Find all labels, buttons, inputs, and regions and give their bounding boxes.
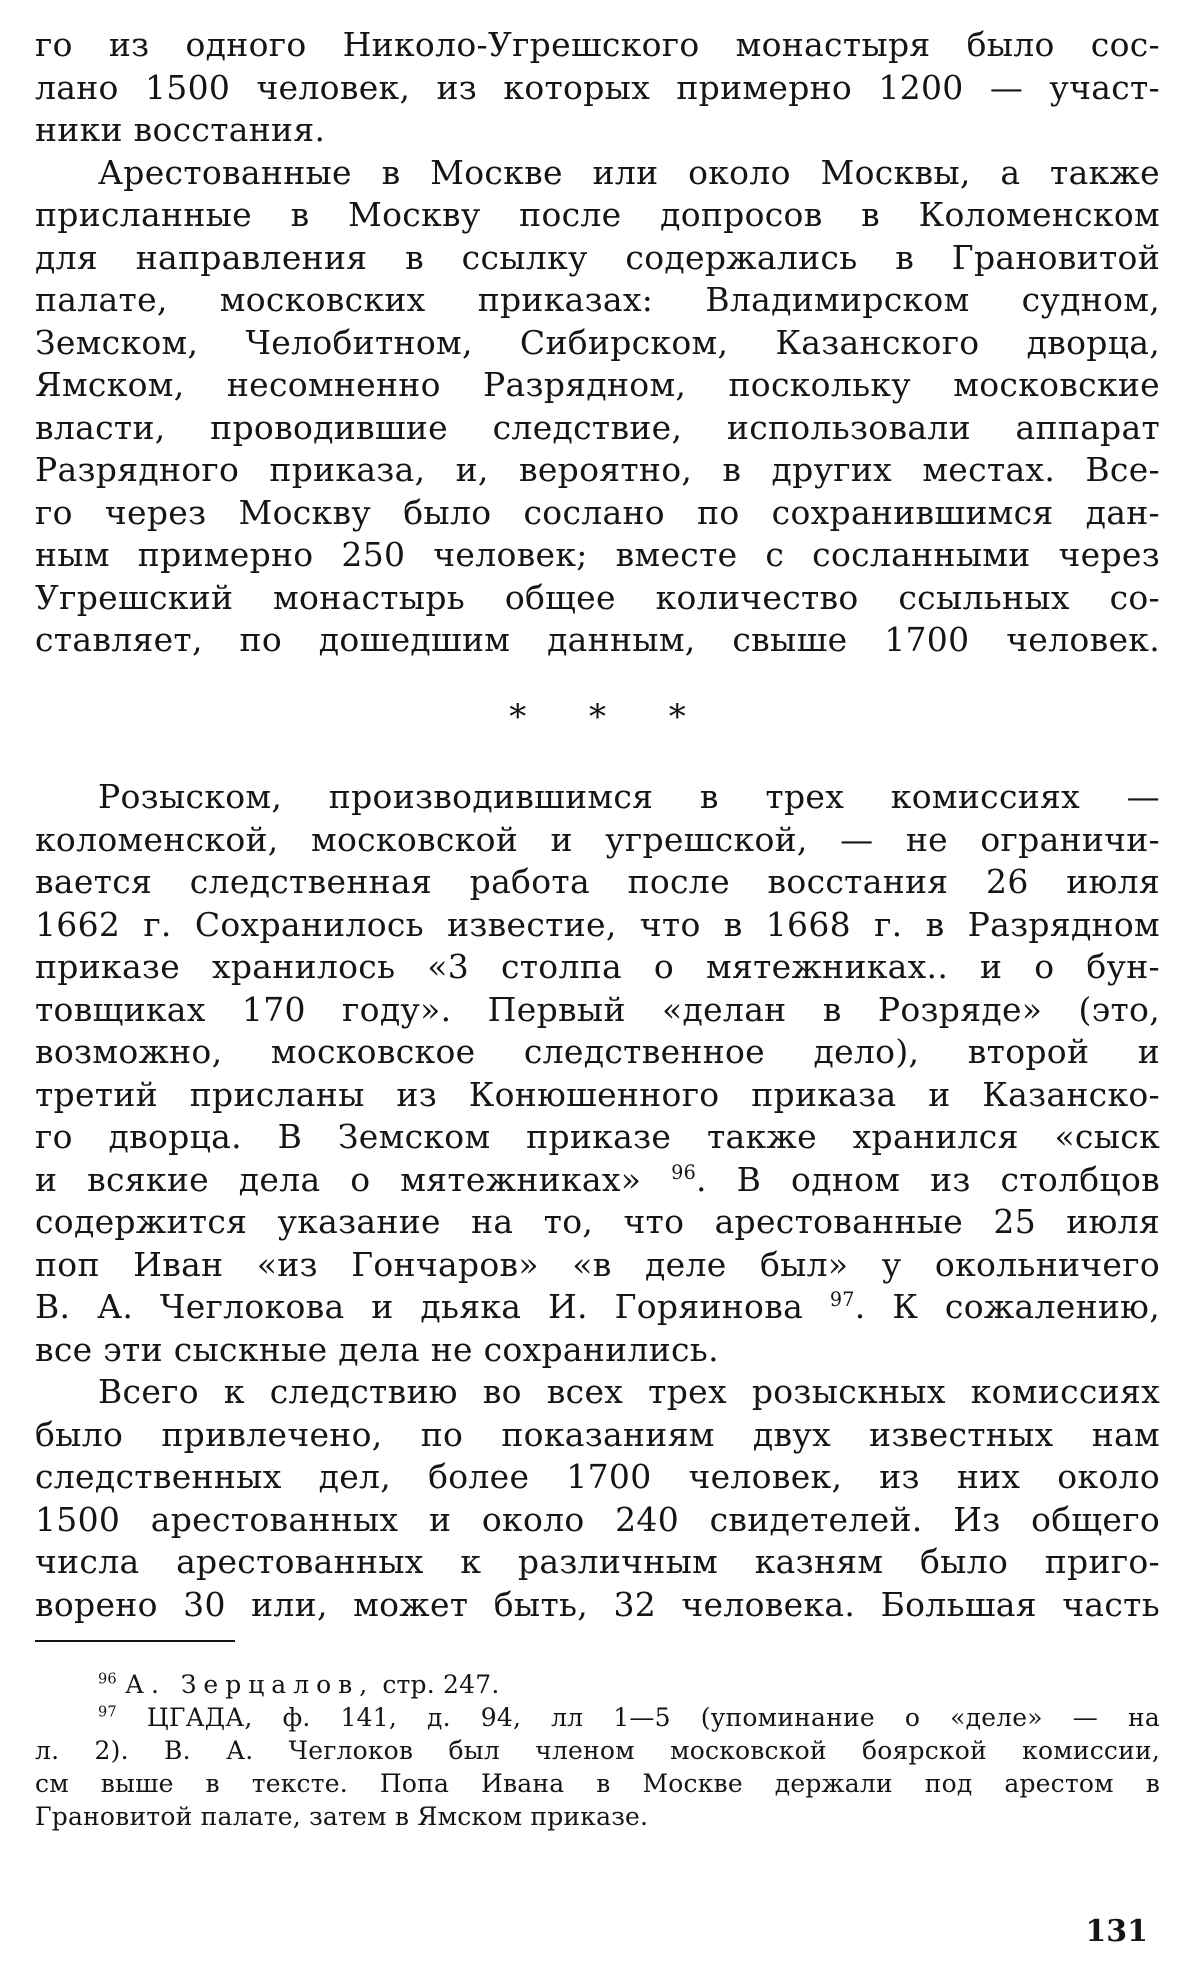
text-line: 1662 г. Сохранилось известие, что в 1668 г. в Разрядном [35, 904, 1160, 944]
text-line: Всего к следствию во всех трех розыскных комиссиях [98, 1372, 1160, 1411]
page-number: 131 [1085, 1914, 1148, 1949]
text-line: го из одного Николо-Угрешского монастыря было сос- [35, 25, 1160, 64]
paragraph-2 [35, 152, 1160, 662]
text-line: Ямском, несомненно Разрядном, поскольку московские [35, 365, 1160, 404]
footnote-author: А. Зерцалов, [125, 1670, 375, 1699]
footnote-line: см выше в тексте. Попа Ивана в Москве держали под арестом в [35, 1769, 1160, 1798]
paragraph-1 [35, 24, 1160, 152]
text-line: ным примерно 250 человек; вместе с сосланными через [35, 535, 1160, 574]
text-line: все эти сыскные дела не сохранились. [35, 1329, 719, 1369]
text-line: лано 1500 человек, из которых примерно 1200 — участ- [35, 67, 1160, 107]
paragraph-4 [35, 1371, 1160, 1626]
text-line: следственных дел, более 1700 человек, из них около [35, 1457, 1160, 1496]
text-line: поп Иван «из Гончаров» «в деле был» у окольничего [35, 1244, 1160, 1284]
text-line: ворено 30 или, может быть, 32 человека. Большая часть [35, 1584, 1160, 1624]
footnote-ref-96: 96 [671, 1160, 697, 1184]
text-line: ставляет, по дошедшим данным, свыше 1700 человек. [35, 620, 1160, 659]
text-line: содержится указание на то, что арестованные 25 июля [35, 1202, 1160, 1241]
text-line: Розыском, производившимся в трех комиссиях — [98, 777, 1160, 816]
text-segment: . К сожалению, [854, 1287, 1160, 1326]
footnote-line: Грановитой палате, затем в Ямском приказе. [35, 1802, 649, 1831]
text-line: приказе хранилось «3 столпа о мятежниках.. и о бун- [35, 947, 1160, 986]
text-line: третий присланы из Конюшенного приказа и Казанско- [35, 1074, 1160, 1114]
text-line: было привлечено, по показаниям двух известных нам [35, 1414, 1160, 1454]
section-break: * * * [509, 696, 712, 737]
text-line: власти, проводившие следствие, использовали аппарат [35, 407, 1160, 447]
text-line: вается следственная работа после восстания 26 июля [35, 862, 1160, 901]
text-line: товщиках 170 году». Первый «делан в Розряде» (это, [35, 989, 1160, 1029]
text-line: для направления в ссылку содержались в Грановитой [35, 237, 1160, 277]
text-line: числа арестованных к различным казням было приго- [35, 1542, 1160, 1581]
text-segment: . В одном из столбцов [696, 1159, 1160, 1199]
footnote-line: л. 2). В. А. Чеглоков был членом московской боярской комиссии, [35, 1736, 1160, 1765]
footnote-text: ЦГАДА, ф. 141, д. 94, лл 1—5 (упоминание о «деле» — на [146, 1703, 1160, 1732]
footnote-text: стр. 247. [382, 1670, 500, 1699]
text-line: Земском, Челобитном, Сибирском, Казанского дворца, [35, 322, 1160, 362]
footnote-ref-97: 97 [829, 1288, 855, 1311]
footnote-97 [35, 1701, 1160, 1734]
footnote-96 [35, 1668, 1160, 1701]
text-line: возможно, московское следственное дело), второй и [35, 1032, 1160, 1071]
text-line: палате, московских приказах: Владимирском судном, [35, 280, 1160, 319]
text-line: ники восстания. [35, 110, 326, 149]
footnote-marker: 96 [98, 1671, 117, 1688]
text-line: го через Москву было сослано по сохранившимся дан- [35, 492, 1160, 532]
text-line: Разрядного приказа, и, вероятно, в других местах. Все- [35, 450, 1160, 489]
text-line: 1500 арестованных и около 240 свидетелей. Из общего [35, 1499, 1160, 1539]
text-line-with-footnote-97 [35, 1286, 1160, 1329]
text-line: коломенской, московской и угрешской, — не ограничи- [35, 819, 1160, 859]
text-line: го дворца. В Земском приказе также хранился «сыск [35, 1117, 1160, 1156]
footnotes [35, 1668, 1160, 1833]
text-segment: В. А. Чеглокова и дьяка И. Горяинова [35, 1287, 804, 1326]
text-line-with-footnote-96 [35, 1159, 1160, 1202]
text-line: Арестованные в Москве или около Москвы, а также [98, 152, 1160, 192]
footnote-marker: 97 [98, 1704, 117, 1721]
paragraph-3 [35, 776, 1160, 1371]
text-line: Угрешский монастырь общее количество ссыльных со- [35, 577, 1160, 617]
text-segment: и всякие дела о мятежниках» [35, 1159, 642, 1199]
main-text [35, 24, 1160, 1626]
text-line: присланные в Москву после допросов в Коломенском [35, 195, 1160, 234]
book-page [35, 24, 1160, 1949]
footnote-separator [35, 1640, 235, 1642]
